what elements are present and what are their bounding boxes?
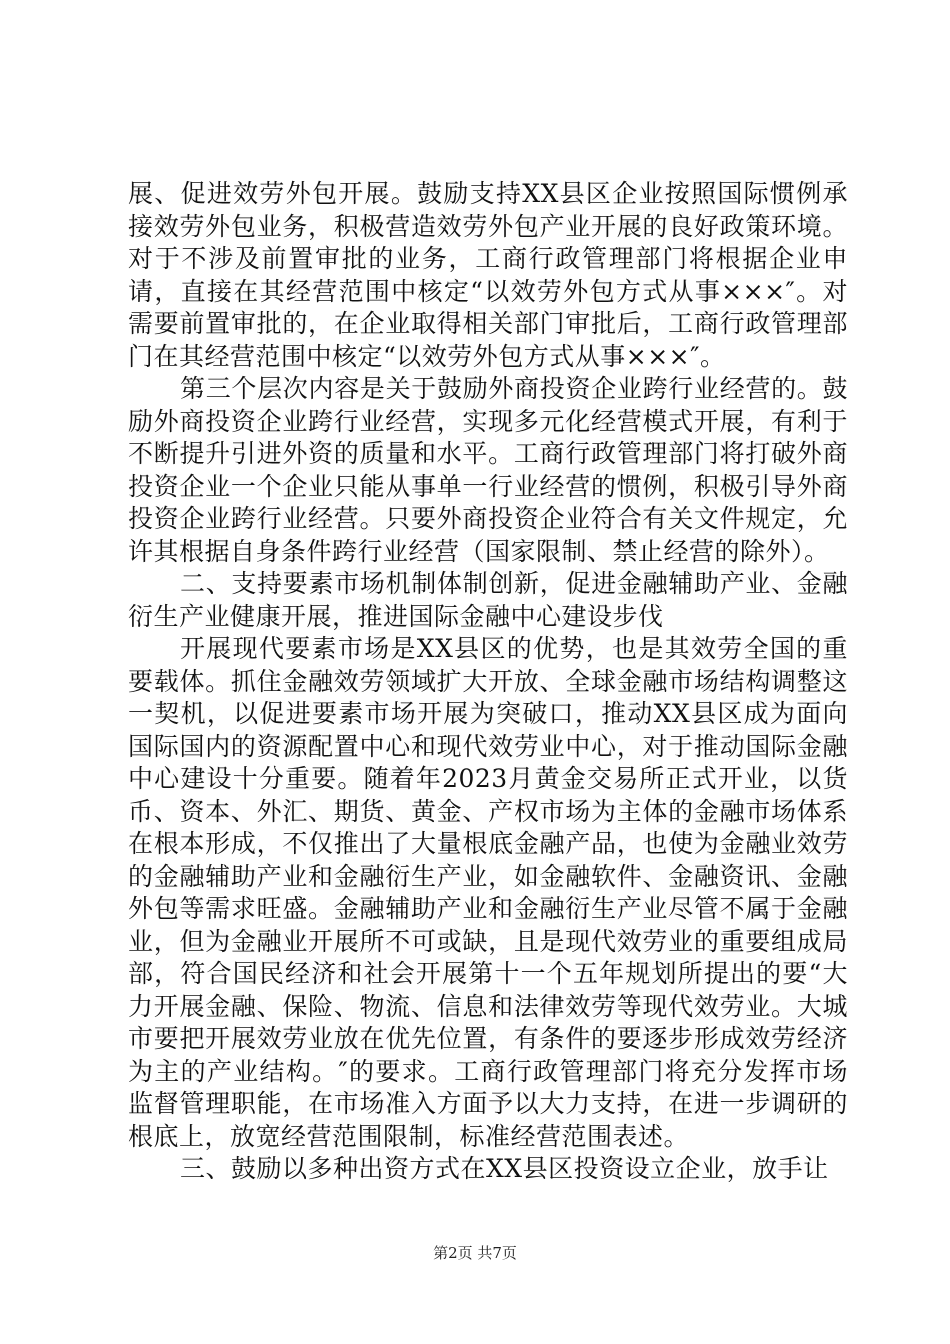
section-heading-3: 三、鼓励以多种出资方式在XX县区投资设立企业，放手让	[180, 1154, 829, 1183]
page-footer: 第2页 共7页	[433, 1244, 517, 1262]
paragraph-1: 展、促进效劳外包开展。鼓励支持XX县区企业按照国际惯例承接效劳外包业务，积极营造效劳外包产业开展的良好政策环境。对于不涉及前置审批的业务，工商行政管理部门将根据企业申请，直接在其经营范围中核定“以效劳外包方式从事×××″。对需要前置审批的，在企业取得相关部门审批后，工商行政管理部门在其经营范围中核定“以效劳外包方式从事×××″。	[128, 179, 848, 371]
section-heading-2: 二、支持要素市场机制体制创新，促进金融辅助产业、金融衍生产业健康开展，推进国际金融中心建设步伐	[128, 569, 848, 631]
paragraph-2: 第三个层次内容是关于鼓励外商投资企业跨行业经营的。鼓励外商投资企业跨行业经营，实现多元化经营模式开展，有利于不断提升引进外资的质量和水平。工商行政管理部门将打破外商投资企业一个企业只能从事单一行业经营的惯例，积极引导外商投资企业跨行业经营。只要外商投资企业符合有关文件规定，允许其根据自身条件跨行业经营（国家限制、禁止经营的除外）。	[128, 374, 848, 566]
paragraph-3: 开展现代要素市场是XX县区的优势，也是其效劳全国的重要载体。抓住金融效劳领域扩大开放、全球金融市场结构调整这一契机，以促进要素市场开展为突破口，推动XX县区成为面向国际国内的资源配置中心和现代效劳业中心，对于推动国际金融中心建设十分重要。随着年2023月黄金交易所正式开业，以货币、资本、外汇、期货、黄金、产权市场为主体的金融市场体系在根本形成，不仅推出了大量根底金融产品，也使为金融业效劳的金融辅助产业和金融衍生产业，如金融软件、金融资讯、金融外包等需求旺盛。金融辅助产业和金融衍生产业尽管不属于金融业，但为金融业开展所不可或缺，且是现代效劳业的重要组成局部，符合国民经济和社会开展第十一个五年规划所提出的要“大力开展金融、保险、物流、信息和法律效劳等现代效劳业。大城市要把开展效劳业放在优先位置，有条件的要逐步形成效劳经济为主的产业结构。″的要求。工商行政管理部门将充分发挥市场监督管理职能，在市场准入方面予以大力支持，在进一步调研的根底上，放宽经营范围限制，标准经营范围表述。	[128, 634, 848, 1151]
document-body	[128, 178, 848, 1186]
